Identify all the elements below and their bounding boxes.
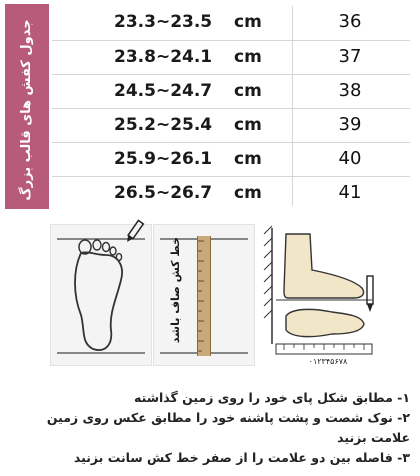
pencil-icon [121, 219, 147, 245]
size-cell: 38 [338, 80, 362, 101]
table-title: جدول کفش های قالب بزرگ [19, 19, 34, 201]
table-row [52, 109, 410, 141]
instruction-step-2-continued: علامت بزنید [337, 430, 410, 445]
unit-cell: cm [234, 183, 262, 203]
pencil-icon [362, 274, 378, 314]
foot-outline-illustration [51, 225, 151, 365]
table-row [52, 6, 410, 38]
range-cell: 26.5~26.7 [114, 183, 213, 203]
unit-cell: cm [234, 12, 262, 32]
range-cell: 25.9~26.1 [114, 149, 213, 169]
table-row [52, 177, 410, 209]
ruler-instruction-text: خط کش صاف باشد [169, 236, 182, 344]
ruler-icon [197, 236, 211, 356]
ruler-scale-numbers: ۰۱۲۳۴۵۶۷۸ [308, 357, 348, 366]
range-cell: 23.3~23.5 [114, 12, 213, 32]
range-cell: 24.5~24.7 [114, 81, 213, 101]
foot-outline-panel [50, 224, 152, 366]
size-cell: 37 [338, 46, 362, 67]
table-row [52, 75, 410, 107]
instruction-step-2: ۲- نوک شصت و پشت پاشنه خود را مطابق عکس روی زمین [46, 410, 410, 425]
size-cell: 40 [338, 148, 362, 169]
instruction-step-1: ۱- مطابق شکل پای خود را روی زمین گذاشته [134, 390, 410, 405]
unit-cell: cm [234, 81, 262, 101]
size-table [52, 4, 410, 209]
unit-cell: cm [234, 47, 262, 67]
unit-cell: cm [234, 115, 262, 135]
range-cell: 25.2~25.4 [114, 115, 213, 135]
foot-side-illustration [262, 224, 378, 364]
unit-cell: cm [234, 149, 262, 169]
table-row [52, 143, 410, 175]
size-cell: 39 [338, 114, 362, 135]
size-cell: 41 [338, 182, 362, 203]
range-cell: 23.8~24.1 [114, 47, 213, 67]
table-title-label [5, 4, 49, 209]
size-cell: 36 [338, 11, 362, 32]
table-row [52, 41, 410, 73]
instruction-step-3: ۳- فاصله بین دو علامت را از صفر خط کش سانت بزنید [73, 450, 410, 465]
foot-side-panel [262, 224, 378, 364]
